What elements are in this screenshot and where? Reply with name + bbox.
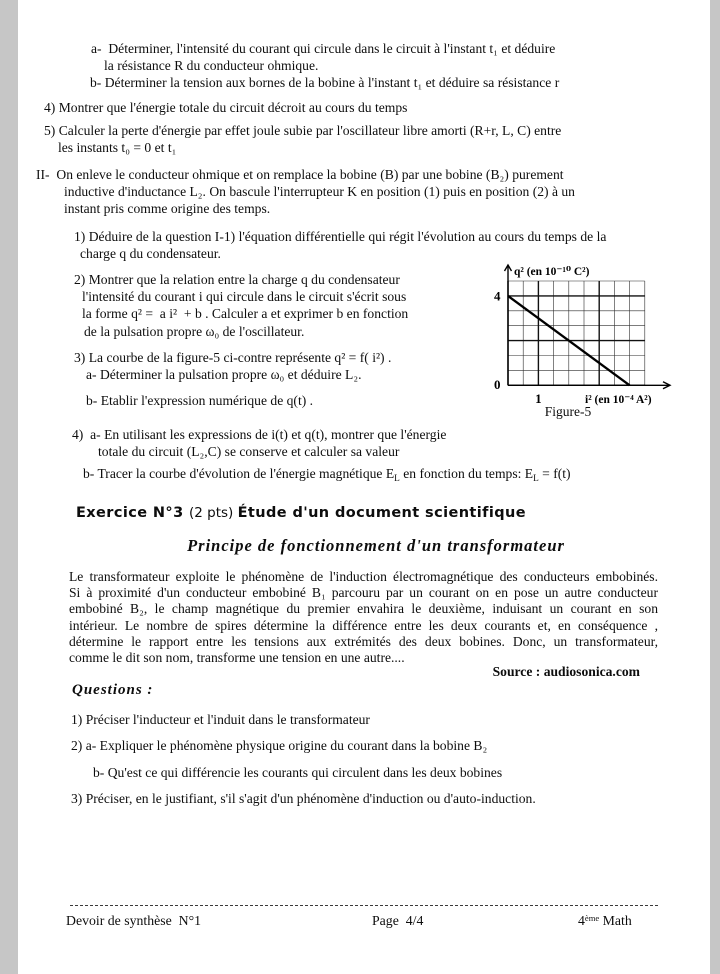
q-ex3-1: 1) Préciser l'inducteur et l'induit dans le transformateur: [71, 712, 370, 727]
q-ii4b-text-1: b- Tracer la courbe d'évolution de l'énergie magnétique E: [83, 466, 395, 481]
footer-divider: [70, 905, 658, 906]
figure-5-ylabel: q² (en 10⁻¹⁰ C²): [514, 266, 590, 278]
exercise3-heading: [76, 505, 526, 521]
figure-5-grid-major: [508, 281, 645, 385]
q-ii4b-text-2: en fonction du temps: E: [399, 466, 534, 481]
scan-edge-right: [710, 0, 720, 974]
part2-intro-line3: instant pris comme origine des temps.: [64, 201, 271, 216]
q-ii4a-line1: 4) a- En utilisant les expressions de i(t) et q(t), montrer que l'énergie: [72, 427, 447, 442]
exercise3-heading-number: Exercice N°3: [76, 505, 190, 521]
document-paragraph-line3: embobiné B₂, le champ magnétique du premier envahira le deuxième, induisant un courant en son: [69, 601, 658, 616]
q-ii2-line2: l'intensité du courant i qui circule dans le circuit s'écrit sous: [82, 289, 407, 304]
q-ii3b-line: b- Etablir l'expression numérique de q(t) .: [86, 393, 314, 408]
document-paragraph-line5: détermine le rapport entre les tensions aux extrémités des deux bobines. Donc, un transformateur,: [69, 634, 658, 649]
exercise3-subtitle: Principe de fonctionnement d'un transformateur: [187, 536, 565, 555]
q-i3b-line: b- Déterminer la tension aux bornes de la bobine à l'instant t₁ et déduire sa résistance r: [90, 75, 560, 90]
q-ii3a-line: a- Déterminer la pulsation propre ω₀ et déduire L₂.: [86, 367, 362, 382]
exercise3-heading-points: (2 pts): [189, 505, 238, 521]
q-ii1-line1: 1) Déduire de la question I-1) l'équation différentielle qui régit l'évolution au cours du temps de la: [74, 229, 607, 244]
q-ii4b-sub-1: L: [394, 472, 400, 483]
q-ii4b-line: [83, 465, 571, 482]
document-paragraph-line1: Le transformateur exploite le phénomène de l'induction électromagnétique des conducteurs embobinés.: [69, 569, 658, 584]
q-i3a-line1: a- Déterminer, l'intensité du courant qui circule dans le circuit à l'instant t₁ et déduire: [91, 41, 556, 56]
figure-5-grid: [508, 281, 645, 385]
footer-class-number: 4: [578, 913, 585, 928]
footer-class-subject: Math: [599, 913, 632, 928]
document-paragraph-line2: Si à proximité d'un conducteur embobiné B₁ parcouru par un courant on en pose un autre conducteur: [69, 585, 658, 600]
footer-document-title: Devoir de synthèse N°1: [66, 913, 202, 928]
scan-edge-left: [0, 0, 18, 974]
q-i5-line1: 5) Calculer la perte d'énergie par effet joule subie par l'oscillateur libre amorti (R+r, L, C) entre: [44, 123, 562, 138]
q-ex3-2a: 2) a- Expliquer le phénomène physique origine du courant dans la bobine B₂: [71, 738, 488, 753]
figure-5-ytick-0: 0: [494, 377, 501, 392]
footer-class-ordinal: ème: [584, 913, 600, 924]
document-paragraph-line6: comme le dit son nom, transforme une tension en une autre....: [69, 650, 405, 665]
q-ii2-line3: la forme q² = a i² + b . Calculer a et exprimer b en fonction: [82, 306, 409, 321]
q-ex3-3: 3) Préciser, en le justifiant, s'il s'agit d'un phénomène d'induction ou d'auto-induction.: [71, 791, 536, 806]
q-i3a-line2: la résistance R du conducteur ohmique.: [104, 58, 319, 73]
q-ii4a-line2: totale du circuit (L₂,C) se conserve et calculer sa valeur: [98, 444, 400, 459]
figure-5-xlabel: i² (en 10⁻⁴ A²): [585, 394, 652, 406]
figure-5-ytick-4: 4: [494, 288, 501, 304]
q-ii1-line2: charge q du condensateur.: [80, 246, 221, 261]
figure-5-chart: [488, 262, 688, 412]
document-paragraph-line4: intérieur. Le nombre de spires détermine la différence entre les deux courants et, en conséquence ,: [69, 618, 658, 633]
q-ii2-line4: de la pulsation propre ω₀ de l'oscillateur.: [84, 324, 305, 339]
q-ex3-2b: b- Qu'est ce qui différencie les courants qui circulent dans les deux bobines: [93, 765, 503, 780]
exercise3-heading-title: Étude d'un document scientifique: [237, 505, 526, 521]
document-source: Source : audiosonica.com: [492, 664, 640, 679]
q-i5-line2: les instants t₀ = 0 et t₁: [58, 140, 177, 155]
figure-5-xtick-1: 1: [535, 391, 542, 406]
questions-label: Questions :: [72, 682, 154, 698]
part2-intro-line1: II- On enleve le conducteur ohmique et on remplace la bobine (B) par une bobine (B₂) purement: [36, 167, 564, 182]
q-ii2-line1: 2) Montrer que la relation entre la charge q du condensateur: [74, 272, 400, 287]
q-ii4b-sub-2: L: [533, 472, 539, 483]
q-ii3-line1: 3) La courbe de la figure-5 ci-contre représente q² = f( i²) .: [74, 350, 392, 365]
footer-class-level: [578, 913, 632, 929]
figure-5-caption: Figure-5: [544, 404, 592, 419]
part2-intro-line2: inductive d'inductance L₂. On bascule l'interrupteur K en position (1) puis en position (2) à un: [64, 184, 575, 199]
footer-page-number: Page 4/4: [372, 913, 424, 928]
q-i4-line: 4) Montrer que l'énergie totale du circuit décroit au cours du temps: [44, 100, 408, 115]
q-ii4b-text-3: = f(t): [538, 466, 571, 481]
